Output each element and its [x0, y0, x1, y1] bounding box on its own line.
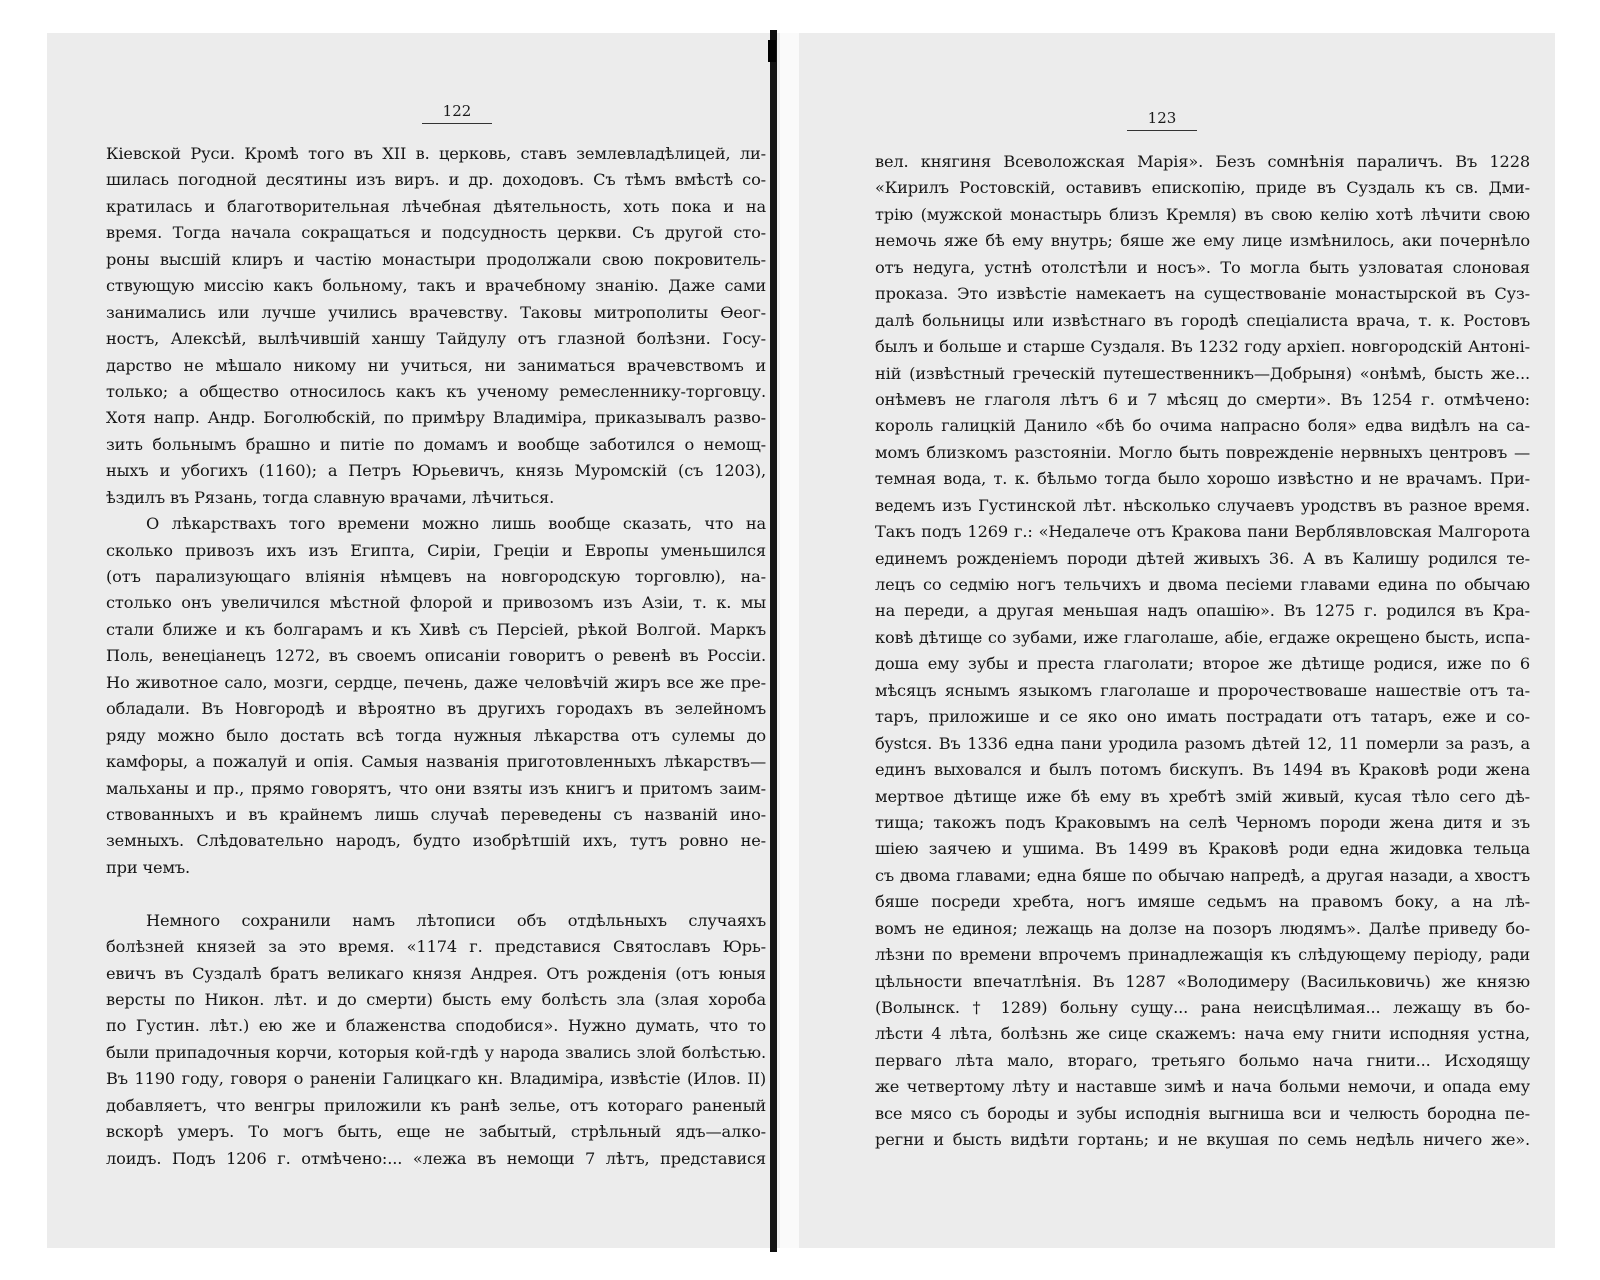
text-line: момъ близкомъ разстояніи. Могло быть поврежденіе нервныхъ центровъ — [875, 442, 1530, 462]
text-line: вел. княгиня Всеволожская Марія». Безъ сомнѣнія параличъ. Въ 1228 [875, 152, 1530, 171]
text-line: роны высшій клиръ и частію монастыри продолжали свою покровитель- [106, 249, 766, 269]
text-line: только; а общество относилось какъ къ ученому ремесленнику-торговцу. [106, 381, 766, 401]
text-line: столько онъ увеличился мѣстной флорой и привозомъ изъ Азіи, т. к. мы [106, 593, 766, 613]
text-line: все мясо съ бороды и зубы исподнія выгниша вси и челюсть бородна пе- [875, 1103, 1530, 1123]
text-line: на переди, а другая меньшая надъ опашію». Въ 1275 г. родился въ Кра- [875, 601, 1530, 621]
text-line: ѣздилъ въ Рязань, тогда славную врачами, лѣчиться. [106, 487, 555, 507]
text-line: Немного сохранили намъ лѣтописи объ отдѣльныхъ случаяхъ [146, 910, 766, 930]
text-line: единъ выховался и былъ потомъ бискупъ. Въ 1494 въ Краковѣ роди жена [875, 760, 1530, 780]
text-line: лѣзни по времени впрочемъ принадлежащія къ слѣдующему періоду, ради [875, 945, 1530, 965]
text-line: отъ недуга, устнѣ отолстѣли и носъ». То могла быть узловатая слоновая [875, 257, 1530, 277]
text-line: былъ и больше и старше Суздаля. Въ 1232 году архіеп. новгородскій Антоні- [875, 337, 1530, 357]
text-line: мальханы и пр., прямо говорятъ, что они взяты изъ книгъ и притомъ заим- [106, 778, 766, 798]
text-line: земныхъ. Слѣдовательно народъ, будто изобрѣтшій ихъ, тутъ ровно не- [106, 831, 766, 851]
text-line: дарство не мѣшало никому ни учиться, ни заниматься врачевствомъ и [106, 355, 766, 375]
text-line: ностъ, Алексѣй, вылѣчившій ханшу Тайдулу отъ глазной болѣзни. Госу- [106, 329, 766, 349]
text-line: ряду можно было достать всѣ тогда нужныя лѣкарства отъ сулемы до [106, 725, 766, 745]
text-line: были припадочныя корчи, которыя кой-гдѣ у народа звались злой болѣстью. [106, 1042, 766, 1062]
text-line: единемъ рожденіемъ породи дѣтей живыхъ 36. А въ Калишу родился те- [875, 548, 1530, 568]
text-line: Но животное сало, мозги, сердце, печень, даже человѣчій жиръ все же пре- [106, 672, 766, 692]
text-line: бystся. Въ 1336 една пани уродила разомъ дѣтей 12, 11 померли за разъ, а [875, 733, 1530, 753]
text-line: онѣмевъ не глаголя лѣтъ 6 и 7 мѣсяц до смерти». Въ 1254 г. отмѣчено: [875, 389, 1530, 409]
text-line: «Кирилъ Ростовскій, оставивъ епископію, приде въ Суздаль къ св. Дми- [875, 178, 1530, 198]
page-gutter [780, 33, 799, 1248]
text-line: кратилась и благотворительная лѣчебная дѣятельность, хоть пока и на [106, 196, 766, 216]
text-line: ведемъ изъ Густинской лѣт. нѣсколько случаевъ уродствъ въ разное время. [875, 495, 1530, 515]
text-line [106, 881, 766, 907]
text-line: перваго лѣта мало, втораго, третьяго больмо нача гнити... Исходящу [875, 1050, 1530, 1070]
text-line: по Густин. лѣт.) ею же и блаженства сподобися». Нужно думать, что то [106, 1016, 766, 1036]
text-line: (Волынск. † 1289) больну сущу... рана неисцѣлимая... лежащу въ бо- [875, 998, 1530, 1017]
page-number-left: 122 [422, 102, 492, 124]
text-line: занимались или лучше учились врачевству. Таковы митрополиты Ѳеог- [106, 302, 766, 322]
text-line: регни и бысть видѣти гортань; и не вкушая по семь недѣль ничего же». [875, 1130, 1530, 1150]
text-line: проказа. Это извѣстіе намекаетъ на существованіе монастырской въ Суз- [875, 284, 1530, 304]
text-line: обладали. Въ Новгородѣ и вѣроятно въ другихъ городахъ въ зелейномъ [106, 699, 766, 719]
left-page [47, 33, 780, 1248]
book-spread [47, 33, 1555, 1248]
text-line: ній (извѣстный греческій путешественникъ—Добрыня) «онѣмѣ, бысть же... [875, 363, 1530, 383]
text-line: ствующую миссію какъ больному, такъ и врачебному знанію. Даже сами [106, 276, 766, 296]
page-number-right: 123 [1127, 109, 1197, 131]
book-spine-line [770, 30, 777, 1252]
text-line: немочь яже бѣ ему внутрь; бяше же ему лице измѣнилось, аки почернѣло [875, 231, 1530, 251]
text-line: Такъ подъ 1269 г.: «Недалече отъ Кракова пани Верблявловская Малгорота [875, 522, 1530, 542]
right-page-text [875, 149, 1530, 1154]
text-line: камфоры, а пожалуй и опія. Самыя названія приготовленныхъ лѣкарствъ— [106, 752, 766, 772]
text-line: доша ему зубы и преста глаголати; второе же дѣтище родися, иже по 6 [875, 654, 1530, 674]
text-line: же четвертому лѣту и наставше зимѣ и нача больми немочи, и опада ему [875, 1077, 1530, 1097]
left-page-text [106, 141, 766, 1172]
text-line: сколько привозъ ихъ изъ Египта, Сиріи, Греціи и Европы уменьшился [106, 540, 766, 560]
text-line: лѣсти 4 лѣта, болѣзнь же сице скажемъ: нача ему гнити исподняя устна, [875, 1024, 1530, 1044]
spine-marker [768, 40, 776, 62]
text-line: добавляетъ, что венгры приложили къ ранѣ зелье, отъ котораго раненый [106, 1095, 766, 1115]
text-line: цѣльности впечатлѣнія. Въ 1287 «Володимеру (Васильковичь) же князю [875, 971, 1530, 991]
text-line: трію (мужской монастырь близъ Кремля) въ свою келію хотѣ лѣчити свою [875, 204, 1530, 224]
right-page [799, 33, 1555, 1248]
text-line: вомъ не единоя; лежащь на долзе на позоръ людямъ». Далѣе приведу бо- [875, 918, 1530, 938]
text-line: зить больнымъ брашно и питіе по домамъ и вообще заботился о немощ- [106, 434, 766, 454]
text-line: Кіевской Руси. Кромѣ того въ XII в. церковь, ставъ землевладѣлицей, ли- [106, 144, 766, 163]
text-line: ковѣ дѣтище со зубами, иже глаголаше, абіе, егдаже окрещено бысть, испа- [875, 627, 1530, 647]
text-line: лецъ со седмію ногъ тельчихъ и двома песіеми главами едина по обычаю [875, 575, 1530, 594]
text-line: далѣ больницы или извѣстнаго въ городѣ спеціалиста врача, т. к. Ростовъ [875, 310, 1530, 330]
text-line: евичъ въ Суздалѣ братъ великаго князя Андрея. Отъ рожденія (отъ юныя [106, 963, 766, 983]
text-line: Хотя напр. Андр. Боголюбскій, по примѣру Владиміра, приказывалъ разво- [106, 408, 766, 428]
text-line: мертвое дѣтище иже бѣ ему въ хребтѣ змій живый, кусая тѣло сего дѣ- [875, 786, 1530, 806]
text-line: мѣсяцъ яснымъ языкомъ глаголаше и пророчествоваше нашествіе отъ та- [875, 680, 1530, 700]
text-line: время. Тогда начала сокращаться и подсудность церкви. Съ другой сто- [106, 223, 766, 243]
text-line: стали ближе и къ болгарамъ и къ Хивѣ съ Персіей, рѣкой Волгой. Маркъ [106, 619, 766, 639]
text-line: (отъ парализующаго вліянія нѣмцевъ на новгородскую торговлю), на- [106, 567, 766, 586]
text-line: бяше посреди хребта, ногъ имяше седьмъ на правомъ боку, а на лѣ- [875, 892, 1530, 912]
text-line: Поль, венеціанецъ 1272, въ своемъ описаніи говоритъ о ревенѣ въ Россіи. [106, 646, 766, 666]
text-line: болѣзней князей за это время. «1174 г. представися Святославъ Юрь- [106, 937, 766, 957]
text-line: О лѣкарствахъ того времени можно лишь вообще сказать, что на [146, 514, 766, 534]
text-line: шіею заячею и ушима. Въ 1499 въ Краковѣ роди една жидовка тельца [875, 839, 1530, 859]
text-line: Въ 1190 году, говоря о раненіи Галицкаго кн. Владиміра, извѣстіе (Илов. II) [106, 1069, 766, 1089]
text-line: темная вода, т. к. бѣльмо тогда было хорошо извѣстно и не врачамъ. При- [875, 469, 1530, 489]
text-line: тища; такожъ подъ Краковымъ на селѣ Черномъ породи жена дитя и зъ [875, 812, 1530, 832]
text-line: ствованныхъ и въ крайнемъ лишь случаѣ переведены съ названій ино- [106, 804, 766, 824]
text-line: шилась погодной десятины изъ виръ. и др. доходовъ. Съ тѣмъ вмѣстѣ со- [106, 170, 766, 190]
text-line: ныхъ и убогихъ (1160); а Петръ Юрьевичъ, князь Муромскій (съ 1203), [106, 461, 766, 481]
text-line: при чемъ. [106, 857, 191, 877]
text-line: съ двома главами; една бяше по обычаю напредѣ, а другая назади, а хвостъ [875, 865, 1530, 885]
text-line: лоидъ. Подъ 1206 г. отмѣчено:... «лежа въ немощи 7 лѣтъ, представися [106, 1148, 766, 1168]
text-line: король галицкій Данило «бѣ бо очима напрасно боля» едва видѣлъ на са- [875, 416, 1530, 436]
text-line: таръ, приложише и се яко оно имать пострадати отъ татаръ, еже и со- [875, 707, 1530, 727]
text-line: вскорѣ умеръ. То могъ быть, еще не забытый, стрѣльный ядъ—алко- [106, 1122, 766, 1142]
text-line: версты по Никон. лѣт. и до смерти) бысть ему болѣсть зла (злая хороба [106, 990, 766, 1009]
